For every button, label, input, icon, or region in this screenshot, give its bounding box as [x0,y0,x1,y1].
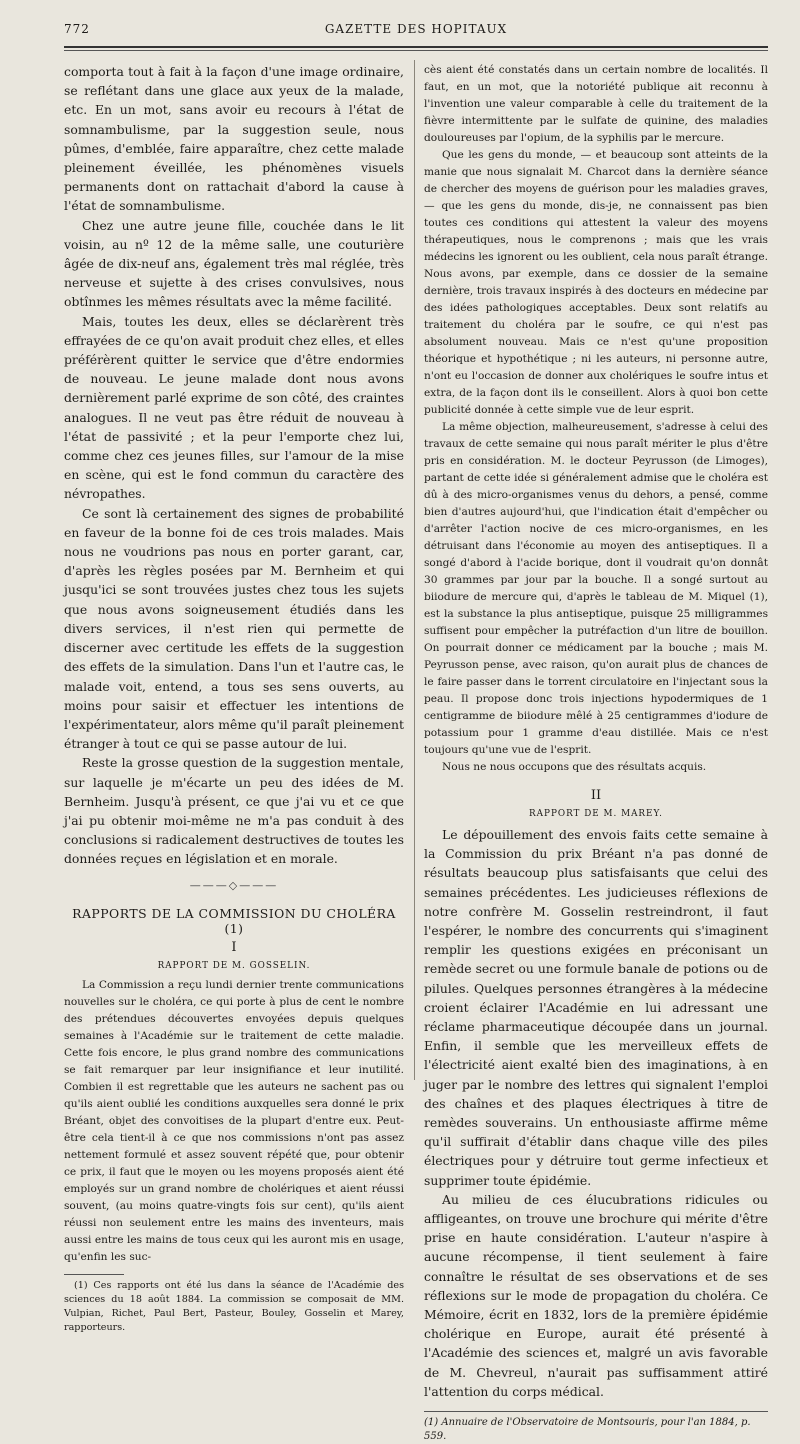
paragraph: Que les gens du monde, — et beaucoup sont atteints de la manie que nous signalait M. Charcot dans la dernière séance de chercher des moyens de guérison pour les maladies graves, — que les gens du monde, dis-je, ne connaissent pas bien toutes ces conditions qui attestent la valeur des moyens thérapeutiques, nous le comprenons ; mais que les vrais médecins les ignorent ou les oublient, cela nous paraît étrange. Nous avons, par exemple, dans ce dossier de la semaine dernière, trois travaux inspirés à des docteurs en médecine par des idées pathologiques acceptables. Deux sont relatifs au traitement du choléra par le soufre, ce qui n'est pas absolument nouveau. Mais ce n'est qu'une proposition théorique et hypothétique ; ni les auteurs, ni personne autre, n'ont eu l'occasion de donner aux cholériques le soufre intus et extra, de la façon dont ils le conseillent. Alors à quoi bon cette publicité donnée à cette simple vue de leur esprit. [424,149,768,416]
right-column [424,62,768,1443]
section-number: II [590,788,602,803]
footnote-rule [424,1411,768,1412]
left-column [64,62,404,1333]
paragraph: Le dépouillement des envois faits cette semaine à la Commission du prix Bréant n'a pas donné de résultats beaucoup plus satisfaisants que celui des semaines précédentes. Les judicieuses réflexions de notre confrère M. Gosselin restreindront, il faut l'espérer, le nombre des concurrents qui s'imaginent remplir les questions exigées en préconisant un remède secret ou une formule banale de potions ou de pilules. Quelques personnes étrangères à la médecine croient éclairer l'Académie en lui adressant une réclame pharmaceutique découpée dans un journal. Enfin, il semble que les merveilleux effets de l'électricité aient exalté bien des imaginations, à en juger par le nombre des lettres qui signalent l'emploi des chaînes et des plaques électriques à titre de remèdes souverains. Un enthousiaste affirme même qu'il suffirait d'établir dans chaque ville des piles électriques pour y détruire tout germe infectieux et supprimer toute épidémie. [424,827,768,1188]
paragraph: comporta tout à fait à la façon d'une image ordinaire, se reflétant dans une glace aux yeux de la malade, etc. En un mot, sans avoir eu recours à l'état de somnambulisme, par la suggestion seule, nous pûmes, d'emblée, faire apparaître, chez cette malade pleinement éveillée, les phénomènes visuels permanents dont on rattachait d'abord la cause à l'état de somnambulisme. [64,64,404,214]
report-heading: RAPPORT DE M. GOSSELIN. [157,960,311,971]
paragraph: Reste la grosse question de la suggestion mentale, sur laquelle je m'écarte un peu des idées de M. Bernheim. Jusqu'à présent, ce que j'ai vu et ce que j'ai pu obtenir moi-même ne m'a pas conduit à des conclusions si radicalement destructives de toutes les données reçues en législation et en morale. [64,755,404,867]
paragraph: Au milieu de ces élucubrations ridicules ou affligeantes, on trouve une brochure qui mérite d'être prise en haute considération. L'auteur n'aspire à aucune récompense, il tient seulement à faire connaître le résultat de ses observations et de ses réflexions sur le mode de propagation du choléra. Ce Mémoire, écrit en 1832, lors de la première épidémie cholérique en Europe, aurait été présenté à l'Académie des sciences et, malgré un avis favorable de M. Chevreul, n'aurait pas suffisamment attiré l'attention du corps médical. [424,1191,768,1399]
page-header [64,22,768,42]
section-number: I [231,939,237,955]
footnote: (1) Annuaire de l'Observatoire de Montsouris, pour l'an 1884, p. 559. [424,1417,751,1443]
paragraph: La Commission a reçu lundi dernier trente communications nouvelles sur le choléra, ce qui porte à plus de cent le nombre des prétendues découvertes envoyées depuis quelques semaines à l'Académie sur le traitement de cette maladie. Cette fois encore, le plus grand nombre des communications se fait remarquer par leur insignifiance et leur inutilité. Combien il est regrettable que les auteurs ne sachent pas ou qu'ils aient oublié les conditions auxquelles sera donné le prix Bréant, objet des convoitises de la plupart d'entre eux. Peut-être cela tient-il à ce que nos commissions n'ont pas assez nettement formulé et assez souvent répété que, pour obtenir ce prix, il faut que le moyen ou les moyens proposés aient été employés sur un grand nombre de cholériques et aient réussi souvent, (au moins quatre-vingts fois sur cent), qu'ils aient réussi non seulement entre les mains des inventeurs, mais aussi entre les mains de tous ceux qui les auront mis en usage, qu'enfin les suc- [64,978,404,1263]
footnote: (1) Ces rapports ont été lus dans la séance de l'Académie des sciences du 18 août 1884. La commission se composait de MM. Vulpian, Richet, Paul Bert, Pasteur, Bouley, Gosselin et Marey, rapporteurs. [64,1279,404,1333]
paragraph: cès aient été constatés dans un certain nombre de localités. Il faut, en un mot, que la notoriété publique ait reconnu à l'invention une valeur comparable à celle du traitement de la fièvre intermittente par le sulfate de quinine, des maladies douloureuses par l'opium, de la syphilis par le mercure. [424,64,768,144]
page-number: 772 [64,22,90,36]
header-rule [64,46,768,48]
section-title: RAPPORTS DE LA COMMISSION DU CHOLÉRA (1) [72,905,396,936]
header-rule-thin [64,50,768,51]
paragraph: Mais, toutes les deux, elles se déclarèrent très effrayées de ce qu'on avait produit chez elles, et elles préférèrent quitter le service que d'être endormies de nouveau. Le jeune malade dont nous avons dernièrement parlé exprime de son côté, des craintes analogues. Il ne veut pas être réduit de nouveau à l'état de passivité ; et la peur l'emporte chez lui, comme chez ces jeunes filles, sur l'amour de la mise en scène, qui est le fond commun du caractère des névropathes. [64,313,404,502]
paragraph: La même objection, malheureusement, s'adresse à celui des travaux de cette semaine qui nous paraît mériter le plus d'être pris en considération. M. le docteur Peyrusson (de Limoges), partant de cette idée si généralement admise que le choléra est dû à des micro-organismes venus du dehors, a pensé, comme bien d'autres aujourd'hui, que l'indication était d'empêcher ou d'arrêter l'action nocive de ces micro-organismes, en les détruisant dans l'économie au moyen des antiseptiques. Il a songé d'abord à l'acide borique, dont il voudrait qu'on donnât 30 grammes par jour par la bouche. Il a songé surtout au biiodure de mercure qui, d'après le tableau de M. Miquel (1), est la substance la plus antiseptique, puisque 25 milligrammes suffisent pour empêcher la putréfaction d'un litre de bouillon. On pourrait donner ce médicament par la bouche ; mais M. Peyrusson pense, avec raison, qu'on aurait plus de chances de le faire passer dans le torrent circulatoire en l'injectant sous la peau. Il propose donc trois injections hypodermiques de 1 centigramme de biiodure mêlé à 25 centigrammes d'iodure de potassium pour 1 gramme d'eau distillée. Mais ce n'est toujours qu'une vue de l'esprit. [424,421,768,756]
spacer [424,776,768,788]
report-heading: RAPPORT DE M. MAREY. [529,809,663,819]
column-divider [414,60,415,1080]
footnote-rule [64,1274,124,1275]
paragraph: Ce sont là certainement des signes de probabilité en faveur de la bonne foi de ces trois malades. Mais nous ne voudrions pas nous en porter garant, car, d'après les règles posées par M. Bernheim et qui jusqu'ici se sont trouvées justes chez tous les sujets que nous avons soigneusement étudiés dans les divers services, il n'est rien qui permette de discerner avec certitude les effets de la suggestion des effets de la simulation. Dans l'un et l'autre cas, le malade voit, entend, a tous ses sens ouverts, au moins pour saisir et effectuer les intentions de l'expérimentateur, alors même qu'il paraît pleinement étranger à tout ce qui se passe autour de lui. [64,505,404,752]
section-ornament: ———◇——— [189,878,279,892]
paragraph: Chez une autre jeune fille, couchée dans le lit voisin, au nº 12 de la même salle, une couturière âgée de dix-neuf ans, également très mal réglée, très nerveuse et sujette à des crises convulsives, nous obtînmes les mêmes résultats avec la même facilité. [64,217,404,310]
journal-title: GAZETTE DES HOPITAUX [324,22,508,36]
paragraph: Nous ne nous occupons que des résultats acquis. [442,761,707,773]
